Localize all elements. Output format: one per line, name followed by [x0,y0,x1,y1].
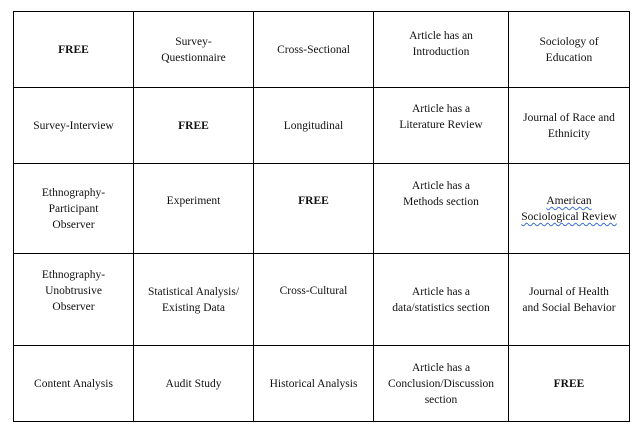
bingo-cell [254,88,374,164]
bingo-cell [14,346,134,422]
cell-text: FREE [178,119,209,132]
cell-text: Article has a Literature Review [399,103,483,131]
cell-text: Journal of Race and Ethnicity [523,111,615,140]
bingo-cell [14,164,134,254]
bingo-cell [509,346,630,422]
cell-text: Cross-Cultural [279,285,348,297]
bingo-cell [134,254,254,346]
cell-text: FREE [298,195,329,207]
cell-text: Historical Analysis [269,377,358,390]
cell-text: Statistical Analysis/ Existing Data [147,285,240,314]
cell-text: Ethnography- Unobtrusive Observer [41,269,106,313]
bingo-cell [509,254,630,346]
cell-text: Article has a Methods section [403,180,479,208]
cell-text: Ethnography- Participant Observer [41,186,106,231]
bingo-cell [14,254,134,346]
bingo-cell [254,346,374,422]
cell-text: Cross-Sectional [277,43,350,56]
bingo-cell [374,346,509,422]
bingo-cell [134,12,254,88]
bingo-row [14,254,630,346]
bingo-cell [134,88,254,164]
bingo-cell [134,346,254,422]
cell-text: FREE [58,43,89,56]
bingo-cell [374,12,509,88]
bingo-row [14,88,630,164]
cell-text: Survey-Interview [33,119,114,132]
bingo-cell [509,164,630,254]
cell-text: FREE [553,377,585,390]
bingo-cell [134,164,254,254]
bingo-row [14,12,630,88]
bingo-row [14,346,630,422]
bingo-grid [13,11,630,422]
bingo-cell [254,254,374,346]
bingo-cell [374,164,509,254]
cell-text: Content Analysis [34,377,113,390]
bingo-cell [374,254,509,346]
cell-text: Journal of Health and Social Behavior [522,285,616,314]
cell-text: Survey- Questionnaire [161,35,226,64]
bingo-cell [14,88,134,164]
bingo-cell [509,88,630,164]
cell-text: American Sociological Review [521,195,617,223]
bingo-cell [14,12,134,88]
cell-text: Experiment [166,195,221,207]
cell-text: Article has a Conclusion/Discussion section [387,361,495,406]
bingo-cell [509,12,630,88]
cell-text: Article has an Introduction [409,30,473,58]
bingo-row [14,164,630,254]
cell-text: Article has a data/statistics section [392,285,490,314]
cell-text: Sociology of Education [539,35,599,64]
cell-text: Audit Study [165,377,222,390]
bingo-cell [374,88,509,164]
cell-text: Longitudinal [283,119,344,132]
bingo-cell [254,164,374,254]
bingo-cell [254,12,374,88]
